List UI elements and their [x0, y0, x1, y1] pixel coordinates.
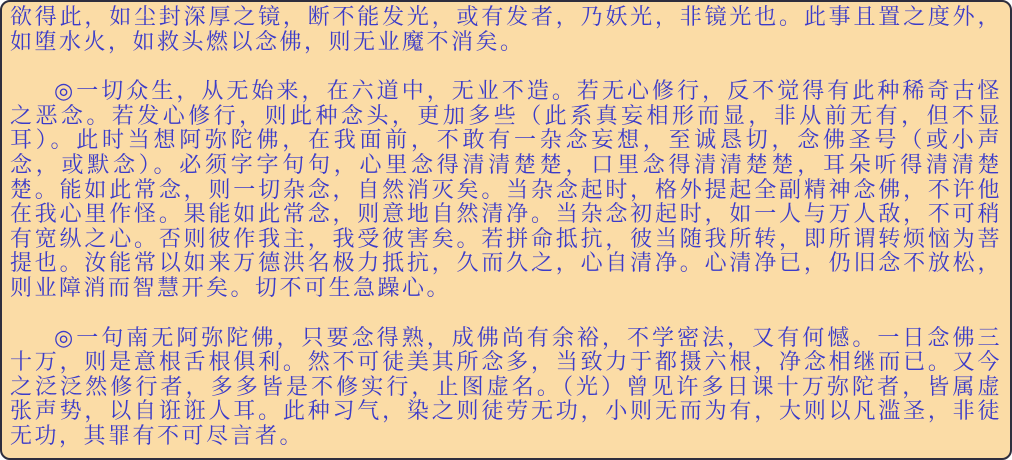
- paragraph-section-1: ◎一切众生，从无始来，在六道中，无业不造。若无心修行，反不觉得有此种稀奇古怪之恶念。若发心修行，则此种念头，更加多些（此系真妄相形而显，非从前无有，但不显耳）。此时当想阿弥陀佛，在我面前，不敢有一杂念妄想，至诚恳切，念佛圣号（或小声念，或默念）。必须字字句句，心里念得清清楚楚，口里念得清清楚楚，耳朵听得清清楚楚。能如此常念，则一切杂念，自然消灭矣。当杂念起时，格外提起全副精神念佛，不许他在我心里作怪。果能如此常念，则意地自然清净。当杂念初起时，如一人与万人敌，不可稍有宽纵之心。否则彼作我主，我受彼害矣。若拼命抵抗，彼当随我所转，即所谓转烦恼为菩提也。汝能常以如来万德洪名极力抵抗，久而久之，心自清净。心清净已，仍旧念不放松，则业障消而智慧开矣。切不可生急躁心。: [10, 78, 1002, 300]
- paragraph-continuation: 欲得此，如尘封深厚之镜，断不能发光，或有发者，乃妖光，非镜光也。此事且置之度外，如堕水火，如救头燃以念佛，则无业魔不消矣。: [10, 4, 1002, 54]
- paragraph-section-2: ◎一句南无阿弥陀佛，只要念得熟，成佛尚有余裕，不学密法，又有何憾。一日念佛三十万，则是意根舌根俱利。然不可徒美其所念多，当致力于都摄六根，净念相继而已。又今之泛泛然修行者，多多皆是不修实行，止图虚名。（光）曾见许多日课十万弥陀者，皆属虚张声势，以自诳诳人耳。此种习气，染之则徒劳无功，小则无而为有，大则以凡滥圣，非徒无功，其罪有不可尽言者。: [10, 324, 1002, 448]
